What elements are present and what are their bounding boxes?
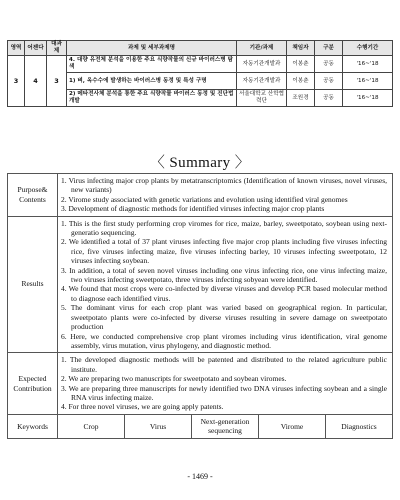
- purpose-label-line: Contents: [19, 194, 46, 204]
- list-item: 4. We found that most crops were co-infected by diverse viruses and develop PCR based molecular method to diagnose each identified virus.: [61, 284, 387, 303]
- purpose-label-line: Purpose&: [17, 184, 48, 194]
- subtask-title: 2) 메타전사체 분석을 통한 주요 식량작물 바이러스 동정 및 진단법 개발: [67, 90, 237, 107]
- table-row: [8, 56, 393, 73]
- list-item: 3. In addition, a total of seven novel viruses including one virus infecting rice, one virus infecting maize, two viruses infecting sweetpotato, three viruses infecting sobyean were identified.: [61, 265, 387, 285]
- keyword: Diagnostics: [326, 414, 393, 438]
- keyword: Crop: [58, 414, 125, 438]
- header-type: 구분: [315, 41, 343, 56]
- header-org: 기관/과제: [237, 41, 287, 56]
- major-task-cell: 3: [47, 56, 67, 107]
- subtask-title: 1) 벼, 옥수수에 발생하는 바이러스병 동정 및 특성 구명: [67, 73, 237, 90]
- project-table-header-row: [8, 41, 393, 56]
- purpose-content: [58, 174, 393, 217]
- subtask-period: '16~'18: [343, 73, 393, 90]
- header-lead: 책임자: [287, 41, 315, 56]
- subtask-period: '16~'18: [343, 90, 393, 107]
- results-row: [8, 216, 393, 353]
- expected-content: [58, 353, 393, 414]
- list-item: 1. The developed diagnostic methods will be patented and distributed to the related agriculture public institute.: [61, 355, 387, 374]
- subtask-type: 공동: [315, 73, 343, 90]
- subtask-type: 공동: [315, 90, 343, 107]
- header-task-name: 과제 및 세부과제명: [67, 41, 237, 56]
- task-title: 4. 대량 유전체 분석을 이용한 주요 식량작물의 신규 바이러스병 탐색: [67, 56, 237, 73]
- expected-row: [8, 353, 393, 414]
- summary-heading: 〈 Summary 〉: [149, 155, 251, 171]
- header-area: 영역: [8, 41, 25, 56]
- list-item: 3. We are preparing three manuscripts for newly identified two DNA viruses infecting soybean and a single RNA virus infecting maize.: [61, 383, 387, 402]
- expected-label-line: Contribution: [13, 383, 52, 393]
- agenda-cell: 4: [25, 56, 47, 107]
- header-major-task: 대과제: [47, 41, 67, 56]
- purpose-label: [8, 174, 58, 217]
- list-item: 3. Development of diagnostic methods for identified viruses infecting major crop plants: [61, 204, 325, 214]
- keyword: Next-generation sequencing: [192, 414, 259, 438]
- expected-label-line: Expected: [18, 373, 47, 383]
- list-item: 1. Virus infecting major crop plants by metatranscriptomics (Identification of known viruses, novel viruses, new variants): [61, 176, 387, 195]
- keyword: Virome: [259, 414, 326, 438]
- page-number: - 1469 -: [187, 472, 213, 481]
- subtask-lead: 조원경: [287, 90, 315, 107]
- subtask-lead: 이봉춘: [287, 73, 315, 90]
- task-lead: 이봉춘: [287, 56, 315, 73]
- area-cell: 3: [8, 56, 25, 107]
- summary-table: [7, 173, 393, 439]
- header-period: 수행기간: [343, 41, 393, 56]
- subtask-org: 자동기관개발과: [237, 73, 287, 90]
- list-item: 6. Here, we conducted comprehensive crop plant viromes including virus identification, viral genome assembly, virus mutation, virus phylogeny, and diagnostic method.: [61, 331, 387, 350]
- header-agenda: 어젠다: [25, 41, 47, 56]
- keyword: Virus: [125, 414, 192, 438]
- task-period: '16~'18: [343, 56, 393, 73]
- results-label: Results: [8, 216, 58, 353]
- subtask-org: 서울대학교 산학협력단: [237, 90, 287, 107]
- keywords-row: [8, 414, 393, 438]
- keywords-label: Keywords: [8, 414, 58, 438]
- task-org: 자동기관개발과: [237, 56, 287, 73]
- list-item: 2. We identified a total of 37 plant viruses infecting five major crop plants including five viruses infecting rice, five viruses infecting maize, five viruses infecting barley, 10 viruses infecting sweetpotato, 12 viruses infecting soybean.: [61, 237, 387, 266]
- task-type: 공동: [315, 56, 343, 73]
- project-table: [7, 40, 393, 107]
- list-item: 2. We are preparing two manuscripts for sweetpotato and soybean viromes.: [61, 374, 287, 384]
- results-content: [58, 216, 393, 353]
- list-item: 2. Virome study associated with genetic variations and evolution using identified viral genomes: [61, 194, 348, 204]
- expected-label: [8, 353, 58, 414]
- list-item: 1. This is the first study performing crop viromes for rice, maize, barley, sweetpotato, soybean using next-generatio sequencing.: [61, 218, 387, 238]
- list-item: 4. For three novel viruses, we are going apply patents.: [61, 402, 224, 412]
- list-item: 5. The dominant virus for each crop plant was varied based on geographical region. In particular, sweetpotato plants were co-infected by diverse viruses resulting in severe damage on sweetpotato production: [61, 303, 387, 332]
- purpose-row: [8, 174, 393, 217]
